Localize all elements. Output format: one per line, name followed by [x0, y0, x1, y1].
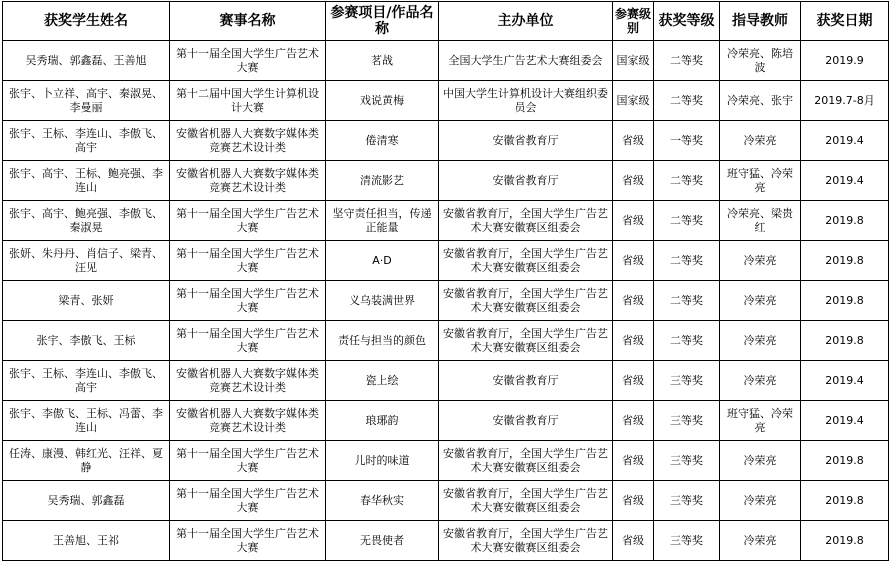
level-cell: 省级	[613, 241, 654, 281]
advisor-cell: 班守猛、冷荣亮	[720, 401, 801, 441]
project-name-cell: 无畏使者	[326, 521, 439, 561]
advisor-cell: 冷荣亮、张宇	[720, 81, 801, 121]
table-body	[3, 41, 889, 561]
advisor-cell: 冷荣亮	[720, 121, 801, 161]
competition-name-cell: 第十一届全国大学生广告艺术大赛	[170, 441, 326, 481]
project-name-cell: 琅琊韵	[326, 401, 439, 441]
organizer-cell: 中国大学生计算机设计大赛组织委员会	[439, 81, 613, 121]
award-date-cell: 2019.4	[801, 161, 889, 201]
header-award-date: 获奖日期	[801, 2, 889, 41]
advisor-cell: 冷荣亮	[720, 481, 801, 521]
award-date-cell: 2019.4	[801, 361, 889, 401]
award-grade-cell: 二等奖	[654, 161, 720, 201]
organizer-cell: 安徽省教育厅	[439, 121, 613, 161]
table-row	[3, 201, 889, 241]
organizer-cell: 安徽省教育厅	[439, 161, 613, 201]
organizer-cell: 安徽省教育厅，全国大学生广告艺术大赛安徽赛区组委会	[439, 201, 613, 241]
project-name-cell: 戏说黄梅	[326, 81, 439, 121]
award-date-cell: 2019.8	[801, 521, 889, 561]
competition-name-cell: 第十一届全国大学生广告艺术大赛	[170, 481, 326, 521]
table-row	[3, 521, 889, 561]
award-date-cell: 2019.9	[801, 41, 889, 81]
award-grade-cell: 二等奖	[654, 241, 720, 281]
student-names-cell: 张宇、卜立祥、高宇、秦淑晃、李曼丽	[3, 81, 170, 121]
competition-name-cell: 第十一届全国大学生广告艺术大赛	[170, 321, 326, 361]
level-cell: 国家级	[613, 81, 654, 121]
organizer-cell: 安徽省教育厅，全国大学生广告艺术大赛安徽赛区组委会	[439, 521, 613, 561]
organizer-cell: 安徽省教育厅，全国大学生广告艺术大赛安徽赛区组委会	[439, 441, 613, 481]
advisor-cell: 冷荣亮	[720, 441, 801, 481]
award-grade-cell: 二等奖	[654, 81, 720, 121]
header-organizer: 主办单位	[439, 2, 613, 41]
competition-name-cell: 第十一届全国大学生广告艺术大赛	[170, 241, 326, 281]
student-names-cell: 张宇、王标、李连山、李傲飞、高宇	[3, 361, 170, 401]
organizer-cell: 安徽省教育厅，全国大学生广告艺术大赛安徽赛区组委会	[439, 241, 613, 281]
award-date-cell: 2019.8	[801, 481, 889, 521]
table-row	[3, 441, 889, 481]
award-grade-cell: 三等奖	[654, 481, 720, 521]
header-level: 参赛级别	[613, 2, 654, 41]
project-name-cell: 义乌装满世界	[326, 281, 439, 321]
award-grade-cell: 三等奖	[654, 521, 720, 561]
level-cell: 省级	[613, 401, 654, 441]
award-date-cell: 2019.7-8月	[801, 81, 889, 121]
award-grade-cell: 三等奖	[654, 401, 720, 441]
project-name-cell: 坚守责任担当，传递正能量	[326, 201, 439, 241]
competition-name-cell: 第十二届中国大学生计算机设计大赛	[170, 81, 326, 121]
award-grade-cell: 二等奖	[654, 201, 720, 241]
advisor-cell: 冷荣亮	[720, 521, 801, 561]
level-cell: 省级	[613, 441, 654, 481]
header-award-grade: 获奖等级	[654, 2, 720, 41]
project-name-cell: 倦清寒	[326, 121, 439, 161]
level-cell: 国家级	[613, 41, 654, 81]
student-names-cell: 张宇、高宇、鲍亮强、李傲飞、秦淑晃	[3, 201, 170, 241]
level-cell: 省级	[613, 521, 654, 561]
level-cell: 省级	[613, 481, 654, 521]
table-row	[3, 361, 889, 401]
student-names-cell: 吴秀瑞、郭鑫磊、王善旭	[3, 41, 170, 81]
project-name-cell: 清流影艺	[326, 161, 439, 201]
level-cell: 省级	[613, 161, 654, 201]
award-date-cell: 2019.8	[801, 281, 889, 321]
level-cell: 省级	[613, 321, 654, 361]
competition-name-cell: 第十一届全国大学生广告艺术大赛	[170, 201, 326, 241]
table-row	[3, 481, 889, 521]
competition-name-cell: 安徽省机器人大赛数字媒体类竞赛艺术设计类	[170, 401, 326, 441]
header-project-name: 参赛项目/作品名称	[326, 2, 439, 41]
student-names-cell: 任涛、康漫、韩红光、汪祥、夏静	[3, 441, 170, 481]
organizer-cell: 安徽省教育厅，全国大学生广告艺术大赛安徽赛区组委会	[439, 321, 613, 361]
student-names-cell: 张宇、王标、李连山、李傲飞、高宇	[3, 121, 170, 161]
award-date-cell: 2019.4	[801, 401, 889, 441]
table-row	[3, 401, 889, 441]
advisor-cell: 冷荣亮	[720, 321, 801, 361]
table-row	[3, 81, 889, 121]
advisor-cell: 冷荣亮、梁贵红	[720, 201, 801, 241]
award-date-cell: 2019.8	[801, 441, 889, 481]
level-cell: 省级	[613, 361, 654, 401]
award-grade-cell: 二等奖	[654, 41, 720, 81]
header-advisor: 指导教师	[720, 2, 801, 41]
student-names-cell: 张宇、高宇、王标、鲍亮强、李连山	[3, 161, 170, 201]
level-cell: 省级	[613, 201, 654, 241]
award-grade-cell: 三等奖	[654, 441, 720, 481]
table-row	[3, 41, 889, 81]
header-competition-name: 赛事名称	[170, 2, 326, 41]
organizer-cell: 安徽省教育厅，全国大学生广告艺术大赛安徽赛区组委会	[439, 281, 613, 321]
project-name-cell: 瓷上绘	[326, 361, 439, 401]
advisor-cell: 冷荣亮	[720, 361, 801, 401]
competition-name-cell: 安徽省机器人大赛数字媒体类竞赛艺术设计类	[170, 361, 326, 401]
project-name-cell: 儿时的味道	[326, 441, 439, 481]
award-grade-cell: 二等奖	[654, 281, 720, 321]
table-row	[3, 161, 889, 201]
level-cell: 省级	[613, 121, 654, 161]
awards-table	[2, 1, 889, 561]
organizer-cell: 安徽省教育厅，全国大学生广告艺术大赛安徽赛区组委会	[439, 481, 613, 521]
advisor-cell: 冷荣亮	[720, 241, 801, 281]
table-row	[3, 241, 889, 281]
project-name-cell: 责任与担当的颜色	[326, 321, 439, 361]
table-row	[3, 121, 889, 161]
project-name-cell: 茗战	[326, 41, 439, 81]
award-date-cell: 2019.8	[801, 241, 889, 281]
competition-name-cell: 第十一届全国大学生广告艺术大赛	[170, 281, 326, 321]
table-row	[3, 281, 889, 321]
project-name-cell: 春华秋实	[326, 481, 439, 521]
advisor-cell: 班守猛、冷荣亮	[720, 161, 801, 201]
award-grade-cell: 一等奖	[654, 121, 720, 161]
level-cell: 省级	[613, 281, 654, 321]
header-student-names: 获奖学生姓名	[3, 2, 170, 41]
student-names-cell: 吴秀瑞、郭鑫磊	[3, 481, 170, 521]
student-names-cell: 王善旭、王祁	[3, 521, 170, 561]
award-grade-cell: 三等奖	[654, 361, 720, 401]
student-names-cell: 张妍、朱丹丹、肖信子、梁青、汪见	[3, 241, 170, 281]
advisor-cell: 冷荣亮、陈培波	[720, 41, 801, 81]
award-date-cell: 2019.4	[801, 121, 889, 161]
award-grade-cell: 二等奖	[654, 321, 720, 361]
competition-name-cell: 安徽省机器人大赛数字媒体类竞赛艺术设计类	[170, 121, 326, 161]
award-date-cell: 2019.8	[801, 201, 889, 241]
organizer-cell: 安徽省教育厅	[439, 361, 613, 401]
competition-name-cell: 第十一届全国大学生广告艺术大赛	[170, 41, 326, 81]
header-row	[3, 2, 889, 41]
student-names-cell: 张宇、李傲飞、王标	[3, 321, 170, 361]
award-date-cell: 2019.8	[801, 321, 889, 361]
student-names-cell: 梁青、张妍	[3, 281, 170, 321]
organizer-cell: 安徽省教育厅	[439, 401, 613, 441]
student-names-cell: 张宇、李傲飞、王标、冯蕾、李连山	[3, 401, 170, 441]
advisor-cell: 冷荣亮	[720, 281, 801, 321]
competition-name-cell: 第十一届全国大学生广告艺术大赛	[170, 521, 326, 561]
competition-name-cell: 安徽省机器人大赛数字媒体类竞赛艺术设计类	[170, 161, 326, 201]
organizer-cell: 全国大学生广告艺术大赛组委会	[439, 41, 613, 81]
project-name-cell: A·D	[326, 241, 439, 281]
table-row	[3, 321, 889, 361]
